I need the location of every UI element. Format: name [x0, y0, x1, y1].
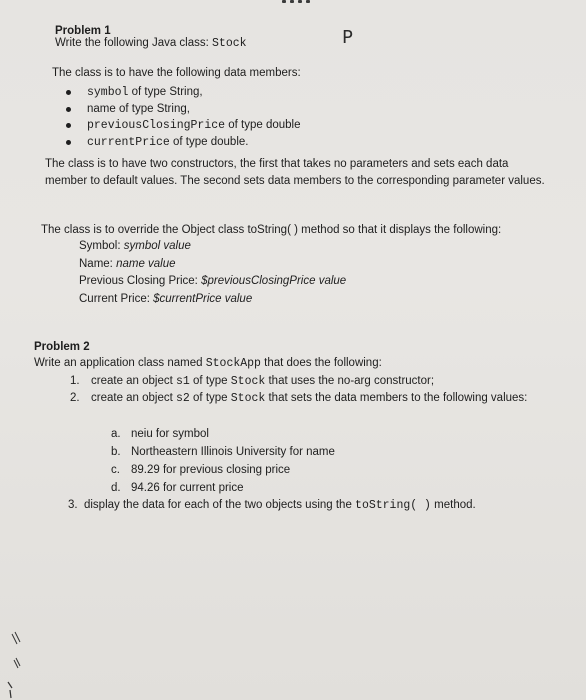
problem1-instruction	[55, 37, 247, 50]
bullet-icon	[66, 140, 71, 145]
member-name: currentPrice	[87, 135, 170, 149]
members-intro: The class is to have the following data members:	[52, 67, 301, 79]
code-tostring: toString( )	[355, 499, 431, 512]
step-number: 3.	[68, 499, 78, 511]
code-s1: s1	[176, 375, 190, 388]
member-type: of type double.	[169, 135, 249, 148]
step-text: display the data for each of the two objects using the	[83, 499, 356, 511]
output-value: symbol value	[123, 240, 191, 252]
step-3	[68, 499, 476, 512]
member-name: symbol	[87, 86, 129, 99]
item-letter: a.	[111, 428, 121, 440]
app-class-code: StockApp	[205, 357, 261, 370]
output-line	[79, 238, 346, 256]
output-label: Symbol:	[79, 240, 124, 252]
class-name-code: Stock	[212, 37, 247, 50]
step-text: create an object	[91, 392, 177, 404]
intro-text: Write an application class named	[34, 357, 206, 369]
code-s2: s2	[176, 392, 190, 405]
step-text: of type	[189, 392, 231, 404]
item-letter: c.	[111, 464, 120, 476]
bullet-icon	[66, 107, 71, 112]
list-item	[111, 461, 335, 479]
constructors-paragraph: The class is to have two constructors, the first that takes no parameters and sets each data member to default values. The second sets data members to the corresponding parameter values.	[45, 158, 545, 187]
list-item	[54, 101, 300, 118]
step-text: that sets the data members to the following values:	[265, 392, 528, 404]
output-value: name value	[116, 257, 176, 270]
output-value: $previousClosingPrice value	[201, 275, 347, 287]
step-1	[70, 373, 570, 390]
item-text: 94.26 for current price	[131, 482, 244, 494]
list-item	[111, 443, 335, 461]
problem2-intro	[34, 357, 382, 370]
step-number: 1.	[70, 375, 80, 387]
step-text: of type	[189, 375, 231, 387]
output-label: Previous Closing Price:	[79, 275, 202, 287]
intro-text: that does the following:	[260, 357, 382, 369]
top-edge-marks	[0, 0, 586, 6]
tostring-output-format	[79, 238, 346, 308]
item-text: 89.29 for previous closing price	[131, 464, 291, 476]
tostring-paragraph: The class is to override the Object class toString( ) method so that it displays the following:	[41, 224, 502, 236]
step-text: create an object	[91, 375, 177, 387]
list-item	[54, 84, 300, 101]
output-label: Name:	[79, 257, 117, 270]
output-line	[79, 291, 346, 309]
bullet-icon	[66, 90, 71, 95]
code-stock: Stock	[230, 392, 266, 405]
member-type: of type String,	[115, 102, 190, 115]
data-members-list	[54, 84, 300, 150]
problem1-title: Problem 1	[55, 25, 111, 37]
step-number: 2.	[70, 392, 80, 404]
item-letter: d.	[111, 482, 121, 494]
member-type: of type String,	[128, 86, 203, 98]
member-type: of type double	[225, 119, 301, 131]
step-text: method.	[430, 499, 476, 511]
handwritten-margin-marks	[4, 630, 26, 700]
list-item	[54, 134, 300, 151]
step-text: that uses the no-arg constructor;	[265, 375, 435, 387]
output-line	[79, 256, 346, 274]
member-name: previousClosingPrice	[87, 119, 226, 132]
output-line	[79, 273, 346, 291]
handwritten-p-mark: P	[342, 27, 353, 48]
item-text: neiu for symbol	[131, 428, 209, 440]
problem2-steps	[70, 373, 570, 407]
item-letter: b.	[111, 446, 121, 458]
item-text: Northeastern Illinois University for name	[131, 446, 335, 458]
problem2-title: Problem 2	[34, 341, 90, 353]
bullet-icon	[66, 123, 71, 128]
step-2-values-list	[111, 425, 335, 497]
step-2	[70, 390, 570, 407]
list-item	[54, 117, 300, 134]
output-value: $currentPrice value	[153, 292, 253, 305]
instruction-text: Write the following Java class:	[55, 37, 213, 49]
output-label: Current Price:	[79, 292, 154, 305]
member-name: name	[87, 102, 116, 115]
code-stock: Stock	[230, 375, 266, 388]
list-item	[111, 425, 335, 443]
list-item	[111, 479, 335, 497]
